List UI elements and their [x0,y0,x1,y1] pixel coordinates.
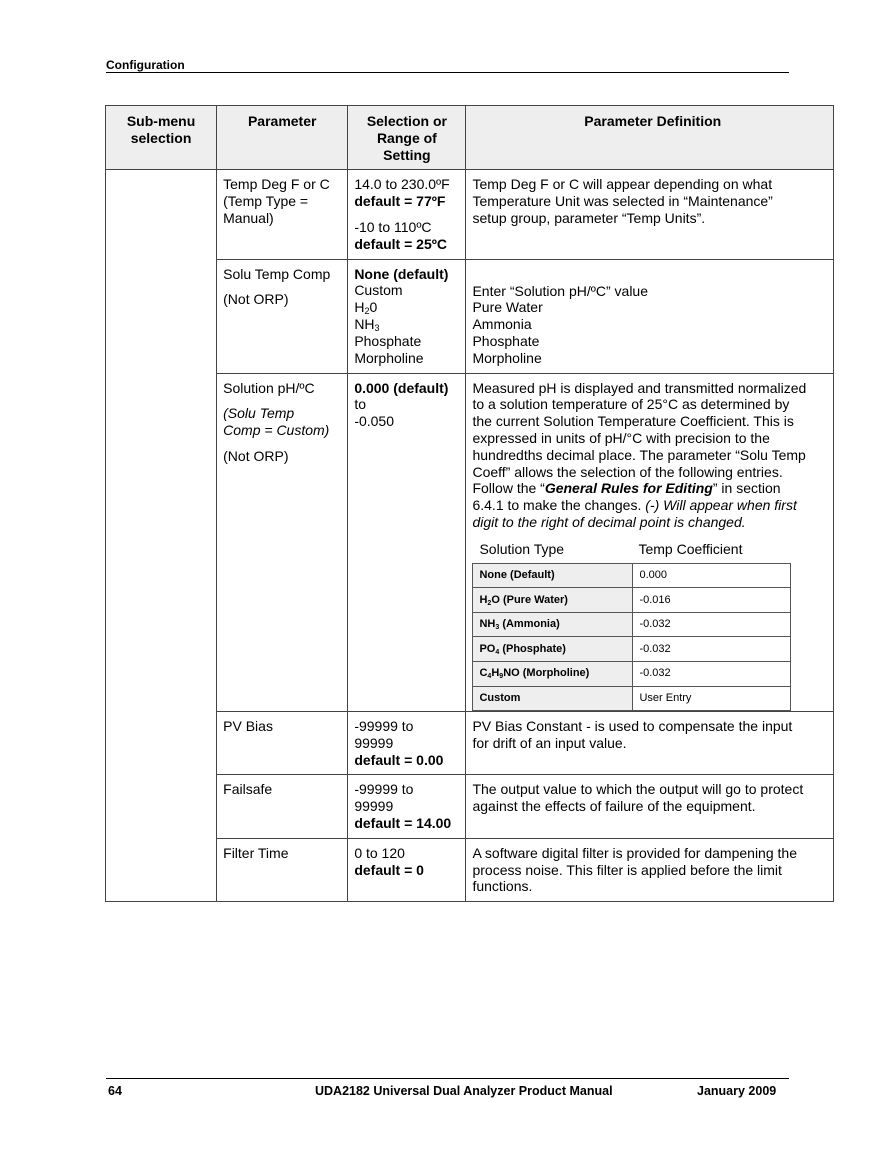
solution-type-cell: Custom [473,686,633,711]
page-number: 64 [108,1084,122,1098]
definition-cell [466,775,834,838]
solution-type-cell: $NH_3$ (Ammonia) [473,612,633,637]
definition-cell [466,373,834,712]
selection-text: $NH_3$ [354,315,380,333]
definition-text: 6.4.1 to make the changes. (-) Will appear when first [472,497,797,514]
coefficient-value-cell: User Entry [633,686,791,711]
coefficient-row [473,563,791,588]
param-text: Solution pH/ºC [223,379,315,396]
selection-text: Morpholine [354,349,424,366]
selection-cell [348,170,466,259]
selection-text: Phosphate [354,332,422,349]
definition-text: Temperature Unit was selected in “Maintenance” [472,193,773,210]
selection-cell [348,259,466,373]
coefficient-table-heading [472,541,827,558]
selection-text: -99999 to [354,718,414,735]
definition-text: PV Bias Constant - is used to compensate the input [472,718,793,735]
selection-text: -10 to 110ºC [354,218,432,235]
definition-text: the current Solution Temperature Coefficient. This is [472,413,794,430]
definition-cell [466,259,834,373]
definition-text: setup group, parameter “Temp Units”. [472,209,706,226]
param-cell [217,170,348,259]
coefficient-value-cell: -0.032 [633,612,791,637]
definition-text: Pure Water [472,299,543,316]
selection-cell [348,712,466,775]
definition-text: to a solution temperature of 25°C as determined by [472,396,790,413]
definition-text: hundredths decimal place. The parameter “Solu Temp [472,446,806,463]
selection-text: 99999 [354,798,394,815]
param-text: PV Bias [223,718,273,735]
solution-type-cell: $C_4H_9NO$ (Morpholine) [473,661,633,686]
default-text: default = 14.00 [354,815,452,832]
table-header-row [106,106,834,170]
param-text: Comp = Custom) [223,422,330,439]
selection-text: 14.0 to 230.0ºF [354,176,450,193]
coefficient-table [472,563,791,712]
selection-cell [348,838,466,901]
definition-text: Coeff” allows the selection of the following entries. [472,463,783,480]
col-header-selection: Selection or Range of Setting [348,106,466,170]
definition-cell [466,838,834,901]
definition-text: for drift of an input value. [472,734,627,751]
coefficient-value-cell: 0.000 [633,563,791,588]
param-cell [217,712,348,775]
definition-text: Ammonia [472,316,532,333]
definition-text: A software digital filter is provided for dampening the [472,844,797,861]
coefficient-row [473,612,791,637]
manual-title: UDA2182 Universal Dual Analyzer Product Manual [315,1084,613,1098]
page-header-title: Configuration [106,58,185,72]
param-cell [217,373,348,712]
default-text: default = 0 [354,861,424,878]
selection-text: -99999 to [354,781,414,798]
coefficient-row [473,686,791,711]
coefficient-value-cell: -0.016 [633,588,791,613]
coefficient-value-cell: -0.032 [633,637,791,662]
param-text: (Not ORP) [223,447,289,464]
definition-text: Morpholine [472,349,542,366]
selection-text: 0 to 120 [354,844,405,861]
selection-text: -0.050 [354,413,395,430]
default-text: default = 25ºC [354,235,447,252]
col-header-parameter: Parameter [217,106,348,170]
definition-cell [466,170,834,259]
definition-text: against the effects of failure of the equipment. [472,798,756,815]
param-text: (Temp Type = [223,193,309,210]
param-text: Solu Temp Comp [223,265,331,282]
header-rule [106,72,789,73]
col-header-definition: Parameter Definition [466,106,834,170]
selection-text: $H_20$ [354,299,378,317]
definition-cell [466,712,834,775]
param-text: Manual) [223,209,274,226]
submenu-cell [106,170,217,902]
definition-text: The output value to which the output will go to protect [472,781,804,798]
param-text: (Not ORP) [223,291,289,308]
definition-text: process noise. This filter is applied before the limit [472,861,782,878]
coefficient-row [473,588,791,613]
selection-cell [348,373,466,712]
param-text: Filter Time [223,844,289,861]
coefficient-col-label: Temp Coefficient [638,540,743,557]
definition-text: expressed in units of pH/°C with precision to the [472,429,770,446]
param-text: Failsafe [223,781,273,798]
definition-text: Enter “Solution pH/ºC” value [472,282,648,299]
solution-type-cell: None (Default) [473,563,633,588]
definition-text: Phosphate [472,332,540,349]
default-text: default = 0.00 [354,751,444,768]
selection-text: to [354,396,366,413]
default-text: None (default) [354,265,449,282]
default-text: 0.000 (default) [354,379,449,396]
param-cell [217,775,348,838]
param-cell [217,838,348,901]
coefficient-row [473,637,791,662]
definition-text: Follow the “General Rules for Editing” in section [472,480,781,497]
param-text: Temp Deg F or C [223,176,330,193]
footer-rule [106,1078,789,1079]
coefficient-col-label: Solution Type [479,540,565,557]
param-cell [217,259,348,373]
definition-text: functions. [472,878,533,895]
publication-date: January 2009 [697,1084,777,1098]
definition-text: Temp Deg F or C will appear depending on what [472,176,773,193]
definition-text: Measured pH is displayed and transmitted normalized [472,379,807,396]
selection-text: 99999 [354,734,394,751]
definition-text: digit to the right of decimal point is changed. [472,513,746,530]
solution-type-cell: $H_2O$ (Pure Water) [473,588,633,613]
selection-text: Custom [354,282,403,299]
table-row-temp-deg [106,170,834,259]
parameter-table [105,105,834,902]
coefficient-value-cell: -0.032 [633,661,791,686]
param-text: (Solu Temp [223,405,295,422]
coefficient-row [473,661,791,686]
col-header-submenu: Sub-menu selection [106,106,217,170]
selection-cell [348,775,466,838]
default-text: default = 77ºF [354,193,446,210]
solution-type-cell: $PO_4$ (Phosphate) [473,637,633,662]
